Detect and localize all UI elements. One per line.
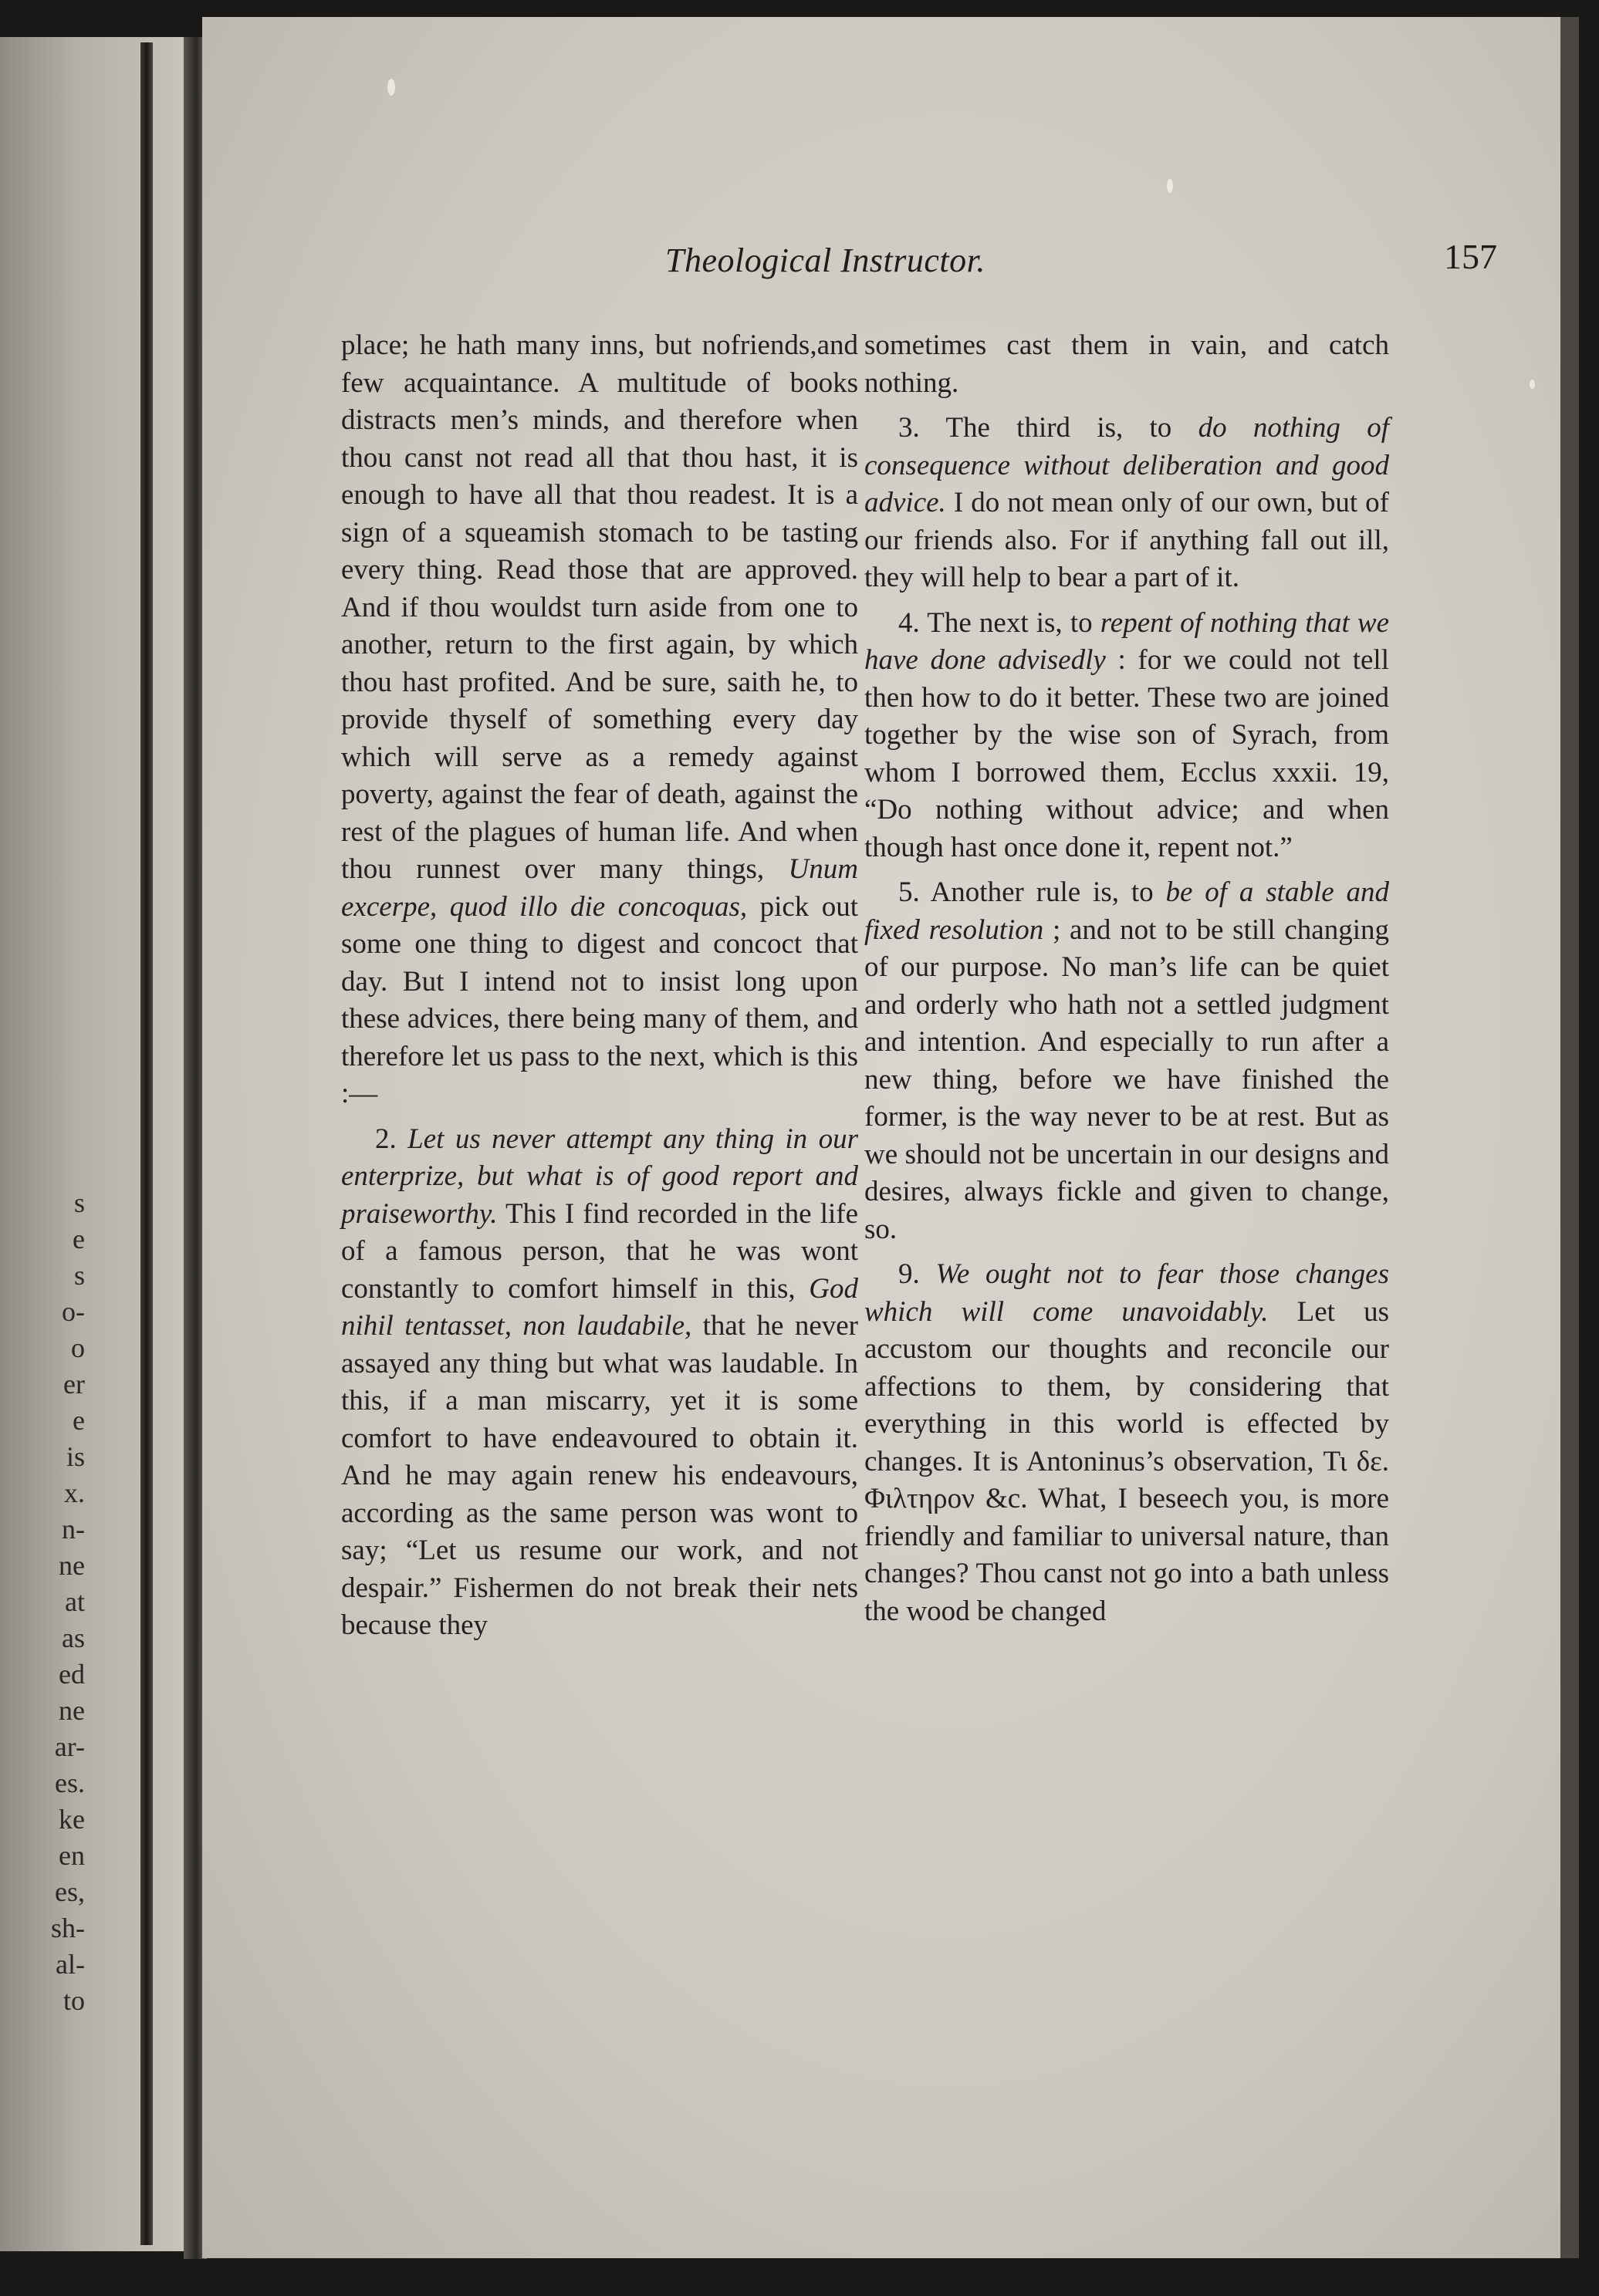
paragraph	[864, 410, 1389, 597]
page-header	[665, 237, 1553, 295]
left-page-fragment: as	[62, 1622, 85, 1653]
text-run: that he never assayed any thing but what was laudable. In this, if a man miscarry, yet it is some comfort to have endeavoured to obtain it. And he may again renew his endeavours, according as the same person was wont to say; “Let us resume our work, and not despair.” Fishermen do not break their nets because they	[341, 1310, 858, 1641]
left-page-fragment: e	[73, 1224, 85, 1254]
paragraph	[341, 327, 858, 1113]
left-page-fragment: es.	[55, 1768, 85, 1798]
left-page-fragment: at	[65, 1586, 85, 1617]
left-page-fragment: ne	[59, 1695, 85, 1726]
paragraph	[864, 605, 1389, 867]
left-page-fragment: ne	[59, 1550, 85, 1581]
text-run: 5. Another rule is, to	[898, 876, 1166, 908]
italic-text-run: Let us never attempt any thing in our enterprize, but what is of good report and praiseworthy.	[341, 1123, 858, 1230]
text-run: ; and not to be still changing of our purpose. No man’s life can be quiet and orderly who hath not a settled judgment and intention. And especially to run after a new thing, before we have finished the former, is the way never to be at rest. But as we should not be uncertain in our designs and desires, always fickle and given to change, so.	[864, 913, 1390, 1245]
left-page-fragment: s	[73, 1260, 85, 1291]
paragraph	[864, 874, 1389, 1248]
left-page-fragment: ed	[59, 1659, 85, 1690]
left-page-fragment: x.	[64, 1477, 85, 1508]
page-gutter-edge	[140, 42, 153, 2245]
text-run: Τι δε. Φιλτηρον	[864, 1445, 1389, 1514]
left-page-fragment: e	[73, 1405, 85, 1436]
left-page-fragment: er	[63, 1369, 85, 1400]
text-column-right	[864, 327, 1389, 1630]
text-run: place; he hath many inns, but nofriends,and few acquaintance. A multitude of books distracts men’s minds, and therefore when thou canst not read all that thou hast, it is enough to have all that thou readest. It is a sign of a squeamish stomach to be tasting every thing. Read those that are approved. And if thou wouldst turn aside from one to another, return to the first again, by which thou hast profited. And be sure, saith he, to provide thyself of something every day which will serve as a remedy against poverty, against the fear of death, against the rest of the plagues of human life. And when thou runnest over many things,	[341, 329, 858, 885]
left-page-fragment: al-	[56, 1949, 85, 1980]
left-page-fragment: to	[63, 1985, 85, 2016]
left-page-fragment: ar-	[54, 1731, 85, 1762]
book-page	[202, 17, 1579, 2258]
page-number: 157	[1444, 237, 1497, 276]
italic-text-run: We ought not to fear those changes which will come unavoidably.	[864, 1258, 1389, 1328]
left-page-fragment: sh-	[51, 1913, 85, 1943]
text-run: 9.	[898, 1258, 936, 1290]
text-run: I do not mean only of our own, but of our friends also. For if anything fall out ill, they will help to bear a part of it.	[864, 487, 1389, 593]
text-run: pick out some one thing to digest and concoct that day. But I intend not to insist long upon these advices, there being many of them, and therefore let us pass to the next, which is this :—	[341, 890, 858, 1109]
left-page-fragment: is	[66, 1441, 85, 1472]
text-run: Let us accustom our thoughts and reconcile our affections to them, by considering that everything in this world is effected by changes. It is Antoninus’s observation,	[864, 1295, 1390, 1477]
text-run: : for we could not tell then how to do it better. These two are joined together by the wise son of Syrach, from whom I borrowed them, Ecclus xxxii. 19, “Do nothing without advice; and when though hast once done it, repent not.”	[864, 644, 1389, 863]
text-run: 2.	[375, 1123, 408, 1155]
left-page-fragment: n-	[62, 1514, 85, 1545]
left-page-fragment: es,	[55, 1876, 85, 1907]
italic-text-run: repent of nothing that we have done advisedly	[864, 606, 1390, 676]
running-title: Theological Instructor.	[665, 241, 985, 279]
text-run: sometimes cast them in vain, and catch nothing.	[864, 329, 1389, 399]
text-run: 4. The next is, to	[898, 606, 1100, 639]
text-run: 3. The third is, to	[898, 412, 1198, 444]
paragraph	[864, 1256, 1389, 1630]
left-page-fragment: ke	[59, 1804, 85, 1835]
paper-speck	[387, 79, 395, 96]
left-page-fragment: en	[59, 1840, 85, 1871]
italic-text-run: God nihil tentasset, non laudabile,	[341, 1272, 858, 1342]
italic-text-run: do nothing of consequence without deliberation and good advice.	[864, 412, 1389, 518]
italic-text-run: be of a stable and fixed resolution	[864, 876, 1389, 946]
left-facing-page	[0, 37, 193, 2251]
left-page-fragment: s	[73, 1187, 85, 1218]
paper-speck	[1530, 380, 1535, 389]
text-run: This I find recorded in the life of a famous person, that he was wont constantly to comfort himself in this,	[341, 1197, 858, 1305]
text-column-left	[341, 327, 858, 1645]
paper-speck	[1167, 179, 1173, 193]
text-run: &c. What, I beseech you, is more friendly and familiar to universal nature, than changes? Thou canst not go into a bath unless the wood be changed	[864, 1483, 1389, 1627]
italic-text-run: Unum excerpe, quod illo die concoquas,	[341, 853, 858, 923]
left-page-fragment: o-	[62, 1296, 85, 1327]
paragraph	[864, 327, 1389, 402]
paragraph	[341, 1121, 858, 1645]
left-page-fragment: o	[71, 1332, 85, 1363]
